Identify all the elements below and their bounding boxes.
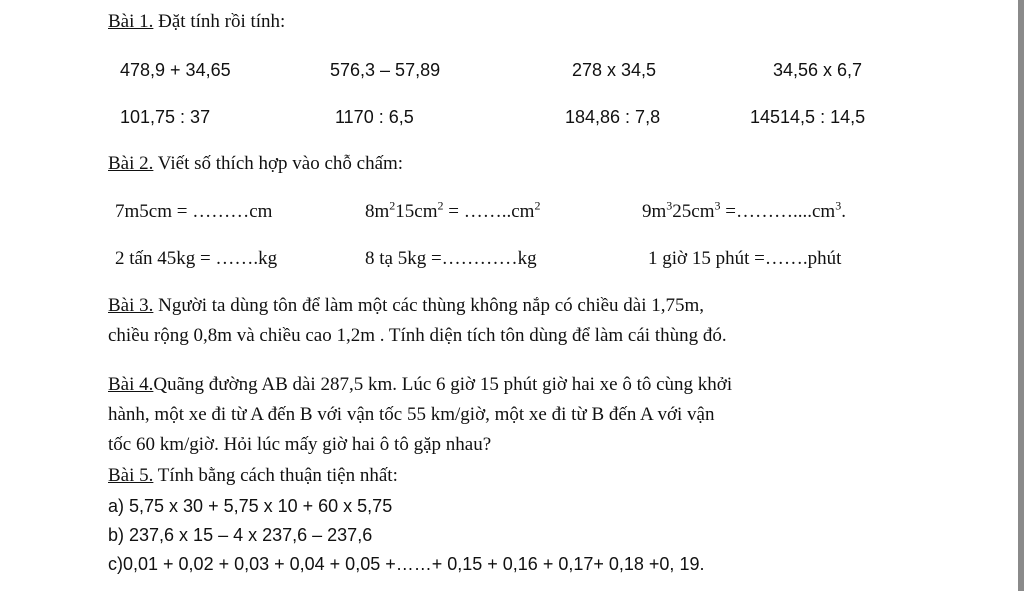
bai1-expr-8: 14514,5 : 14,5: [750, 107, 866, 127]
bai1-expr-6: 1170 : 6,5: [335, 107, 414, 127]
bai1-text: Đặt tính rồi tính:: [153, 11, 286, 32]
bai5-label: Bài 5.: [108, 465, 154, 486]
bai3-label: Bài 3.: [108, 295, 154, 316]
bai5-heading: Bài 5. Tính bằng cách thuận tiện nhất:: [108, 465, 398, 486]
bai2-heading: [108, 152, 403, 176]
bai1-label: Bài 1.: [108, 11, 154, 32]
bai4-line-3: tốc 60 km/giờ. Hỏi lúc mấy giờ hai ô tô gặp nhau?: [108, 434, 492, 455]
bai1-expr-4: 34,56 x 6,7: [773, 60, 863, 80]
bai1-expr-3: 278 x 34,5: [572, 60, 657, 80]
bai3-line-1: Bài 3. Người ta dùng tôn để làm một các thùng không nắp có chiều dài 1,75m,: [108, 295, 705, 316]
bai5-item-b: b) 237,6 x 15 – 4 x 237,6 – 237,6: [108, 525, 373, 545]
bai3-line-2: chiều rộng 0,8m và chiều cao 1,2m . Tính diện tích tôn dùng để làm cái thùng đó.: [108, 325, 727, 346]
bai2-item-3: $9m^325cm^3$ $=\dots\dots\dots....cm^3$.: [642, 198, 846, 222]
bai2-label: Bài 2.: [108, 153, 154, 174]
bai4-line-1: Bài 4.Quãng đường AB dài 287,5 km. Lúc 6 giờ 15 phút giờ hai xe ô tô cùng khởi: [108, 374, 733, 395]
bai2-item-1: 7m5cm = ………cm: [115, 201, 273, 222]
bai5-item-a: a) 5,75 x 30 + 5,75 x 10 + 60 x 5,75: [108, 496, 393, 516]
bai2-text: Viết số thích hợp vào chỗ chấm:: [153, 153, 404, 174]
bai4-label: Bài 4.: [108, 374, 154, 395]
bai1-expr-7: 184,86 : 7,8: [565, 107, 661, 127]
bai1-heading: [108, 10, 285, 34]
bai2-item-4: 2 tấn 45kg = …….kg: [115, 248, 278, 269]
bai2-item-6: 1 giờ 15 phút =…….phút: [648, 248, 842, 269]
bai5-item-c: c)0,01 + 0,02 + 0,03 + 0,04 + 0,05 +……+ 0,15 + 0,16 + 0,17+ 0,18 +0, 19.: [108, 554, 705, 574]
bai2-item-2: $8m^215cm^2$ = $\dots\dots..cm^2$: [365, 198, 541, 222]
page-edge: [1018, 0, 1024, 591]
bai4-line-2: hành, một xe đi từ A đến B với vận tốc 55 km/giờ, một xe đi từ B đến A với vận: [108, 404, 715, 425]
bai1-expr-5: 101,75 : 37: [120, 107, 211, 127]
bai1-expr-1: 478,9 + 34,65: [120, 60, 231, 80]
bai1-expr-2: 576,3 – 57,89: [330, 60, 441, 80]
bai2-item-5: 8 tạ 5kg =…………kg: [365, 248, 537, 269]
